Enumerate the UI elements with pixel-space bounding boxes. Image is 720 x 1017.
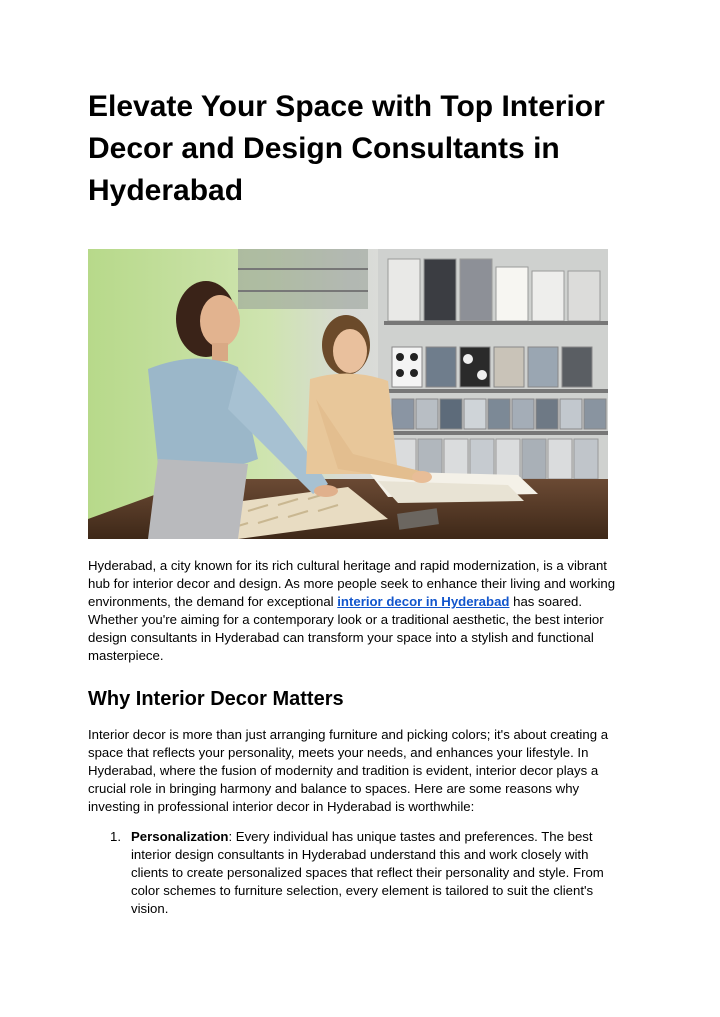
list-item-number: 1. (110, 829, 121, 844)
page-title: Elevate Your Space with Top Interior Decor and Design Consultants in Hyderabad (88, 90, 605, 207)
intro-text-before: Hyderabad, a city known for its rich cultural heritage and rapid modernization, is a vibrant hub for interior decor and design. As more people seek to enhance their living and working environments, the demand for exceptional (88, 558, 616, 609)
interior-decor-link[interactable]: interior decor in Hyderabad (337, 594, 510, 609)
list-item (88, 828, 628, 918)
hero-illustration (88, 249, 608, 539)
reasons-list (88, 828, 628, 918)
list-item-text: : Every individual has unique tastes and preferences. The best interior design consultants in Hyderabad understand this and work closely with clients to create personalized spaces that reflect their personality and style. From color schemes to furniture selection, every element is tailored to suit the client's vision. (131, 829, 604, 916)
hero-image (88, 249, 608, 539)
section-heading: Why Interior Decor Matters (88, 688, 344, 710)
section-body: Interior decor is more than just arranging furniture and picking colors; it's about creating a space that reflects your personality, meets your needs, and enhances your lifestyle. In Hyderabad, where the fusion of modernity and tradition is evident, interior decor plays a crucial role in bringing harmony and balance to spaces. Here are some reasons why investing in professional interior decor in Hyderabad is worthwhile: (88, 727, 609, 814)
list-item-term: Personalization (131, 829, 229, 844)
intro-text-after: has soared. Whether you're aiming for a contemporary look or a traditional aesthetic, the best interior design consultants in Hyderabad can transform your space into a stylish and functional masterpiece. (88, 594, 604, 663)
intro-paragraph (88, 557, 628, 665)
